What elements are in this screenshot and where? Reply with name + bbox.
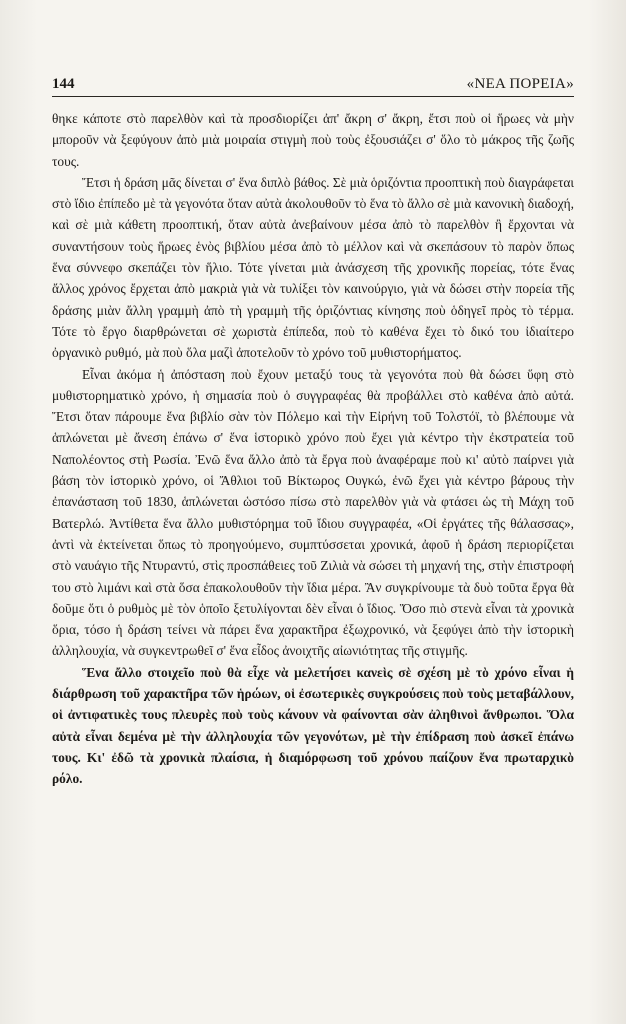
paragraph-character-structure: Ἕνα ἄλλο στοιχεῖο ποὺ θὰ εἶχε νὰ μελετήσει κανεὶς σὲ σχέση μὲ τὸ χρόνο εἶναι ἡ διάρθρωση τοῦ χαρακτῆρα τῶν ἡρώων, οἱ ἐσωτερικὲς συγκρούσεις ποὺ τοὺς μεταβάλλουν, οἱ ἀντιφατικὲς τους πλευρὲς ποὺ τοὺς κάνουν νὰ φαίνονται σὰν ἀληθινοὶ ἄνθρωποι. Ὅλα αὐτὰ εἶναι δεμένα μὲ τὴν ἀλληλουχία τῶν γεγονότων, μὲ τὴν ἐπίδραση ποὺ ἀσκεῖ ἐπάνω τους. Κι' ἐδῶ τὰ χρονικὰ πλαίσια, ἡ διαμόρφωση τοῦ χρόνου παίζουν ἕνα πρωταρχικὸ ρόλο. (52, 664, 574, 787)
running-head (52, 74, 574, 97)
page-number: 144 (52, 76, 75, 92)
paragraph-distance-between-events: Εἶναι ἀκόμα ἡ ἀπόσταση ποὺ ἔχουν μεταξύ τους τὰ γεγονότα ποὺ θὰ δώσει ὕφη στὸ μυθιστορηματικὸ χρόνο, ἡ σημασία ποὺ ὁ συγγραφέας θὰ προβάλλει στὸ καθένα ἀπὸ αὐτά. Ἔτσι ὅταν πάρουμε ἕνα βιβλίο σὰν τὸν Πόλεμο καὶ τὴν Εἰρήνη τοῦ Τολστόϊ, τὸ βλέπουμε νὰ ἁπλώνεται μὲ ἄνεση ἐπάνω σ' ἕνα ἱστορικὸ χρόνο ποὺ ἔχει γιὰ κέντρο τὴν ἐκστρατεία τοῦ Ναπολέοντος στὴ Ρωσία. Ἐνῶ ἕνα ἄλλο ἀπὸ τὰ ἔργα ποὺ ἀναφέραμε ποὺ κι' αὐτὸ παίρνει γιὰ βάση τὸν ἱστορικὸ χρόνο, οἱ Ἄθλιοι τοῦ Βίκτωρος Ουγκώ, ἐνῶ ἔχει γιὰ κέντρο βάρους τὴν ἐπανάσταση τοῦ 1830, ἁπλώνεται ὡστόσο πίσω στὸ παρελθὸν γιὰ νὰ φτάσει ὡς τὴ Μάχη τοῦ Βατερλώ. Ἀντίθετα ἕνα ἄλλο μυθιστόρημα τοῦ ἴδιου συγγραφέα, «Οἱ ἐργάτες τῆς θάλασσας», ἀντὶ νὰ ἐκτείνεται ὅπως τὸ προηγούμενο, συμπτύσσεται χρονικά, ἀφοῦ ἡ δράση περιορίζεται στὸ ναυάγιο τῆς Ντυραντύ, στὶς προσπάθειες τοῦ Ζιλιὰ νὰ σώσει τὴ μηχανή της, στὴν ἐπιστροφή του στὸ λιμάνι καὶ στὰ ὅσα ἐπακολουθοῦν τὴν ἴδια μέρα. Ἂν συγκρίνουμε τὰ δυὸ τοῦτα ἔργα θὰ δοῦμε ὅτι ὁ ρυθμὸς μὲ τὸν ὁποῖο ξετυλίγονται δὲν εἶναι ὁ ἴδιος. Ὅσο πιὸ στενὰ εἶναι τὰ χρονικὰ ὅρια, τόσο ἡ δράση τείνει νὰ πάρει ἕνα χαρακτῆρα ἐξωχρονικό, νὰ ξεφύγει ἀπὸ τὴν ἱστορικὴ ἀλληλουχία, νὰ συγκεντρωθεῖ σ' ἕνα εἶδος ἀνοιχτῆς αἰωνιότητας τῆς στιγμῆς. (52, 366, 574, 659)
paragraph-double-depth: Ἔτσι ἡ δράση μᾶς δίνεται σ' ἕνα διπλὸ βάθος. Σὲ μιὰ ὁριζόντια προοπτικὴ ποὺ διαγράφεται στὸ ἴδιο ἐπίπεδο μὲ τὰ γεγονότα ὅταν αὐτὰ ἀκολουθοῦν τὸ ἕνα τὸ ἄλλο σὲ μιὰ κανονικὴ διαδοχή, καὶ σὲ μιὰ κάθετη προοπτική, ὅταν αὐτὰ ἀνεβαίνουν μέσα ἀπὸ τὸ παρελθὸν ἢ ἔρχονται νὰ συναντήσουν τοὺς ἥρωες ἑνὸς βιβλίου μέσα ἀπὸ τὸ μέλλον καὶ νὰ σκεπάσουν τὸ παρὸν ὅπως ἕνα σύννεφο σκεπάζει τὸν ἥλιο. Τότε γίνεται μιὰ ἀνάσχεση τῆς χρονικῆς πορείας, τότε ἕνας ἄλλος χρόνος ἔρχεται ἀπὸ μακριὰ γιὰ νὰ τυλίξει τὸν καινούργιο, γιὰ νὰ δώσει στὴν πορεία τῆς δράσης μιὰν ἄλλη γραμμὴ ἀπὸ τὴ γραμμὴ τῆς ὁριζόντιας κίνησης ποὺ ὁδηγεῖ πρὸς τὸ τέρμα. Τότε τὸ ἔργο διαρθρώνεται σὲ χωριστὰ ἐπίπεδα, ποὺ τὸ καθένα ἔχει τὸ δικό του ἰδιαίτερο ὀργανικὸ ρυθμό, μὰ ποὺ ὅλα μαζὶ ἀποτελοῦν τὸ χρόνο τοῦ μυθιστορήματος. (52, 174, 574, 361)
paragraph-continuation: θηκε κάποτε στὸ παρελθὸν καὶ τὰ προσδιορίζει ἀπ' ἄκρη σ' ἄκρη, ἔτσι ποὺ οἱ ἥρωες νὰ μὴν μποροῦν νὰ ξεφύγουν ἀπὸ μιὰ μοιραία στιγμὴ ποὺ τοὺς ἐξουσιάζει σ' ὅλο τὸ μάκρος τῆς ζωῆς τους. (52, 111, 574, 169)
body-text (52, 108, 574, 790)
journal-title: «ΝΕΑ ΠΟΡΕΙΑ» (466, 76, 574, 92)
